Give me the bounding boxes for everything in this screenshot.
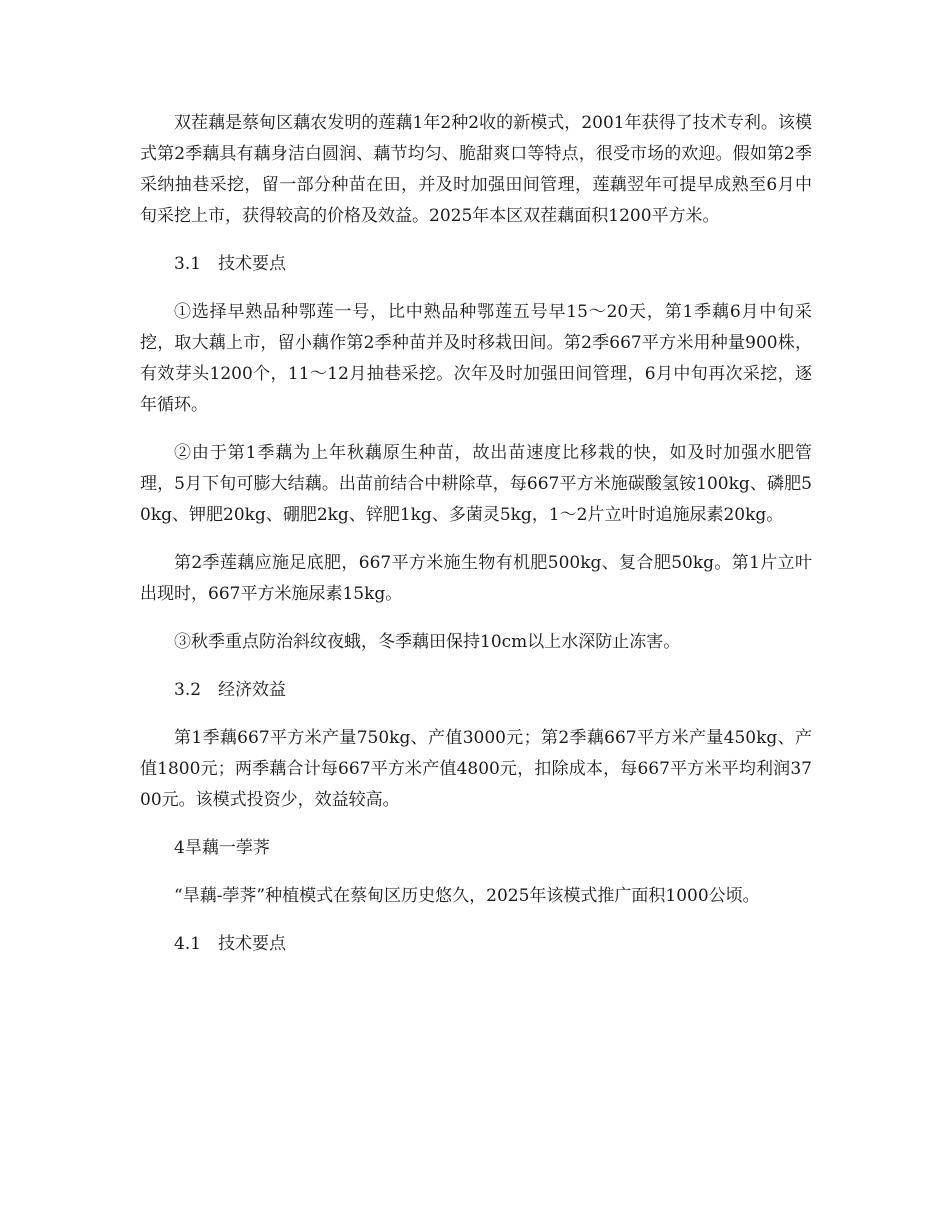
paragraph-second-season-fertilizer: 第2季莲藕应施足底肥，667平方米施生物有机肥500kg、复合肥50kg。第1片立叶出现时，667平方米施尿素15kg。: [140, 553, 812, 604]
paragraph-point-2: ②由于第1季藕为上年秋藕原生种苗，故出苗速度比移栽的快，如及时加强水肥管理，5月下旬可膨大结藕。出苗前结合中耕除草，每667平方米施碳酸氢铵100kg、磷肥50kg、钾肥20kg、硼肥2kg、锌肥1kg、多菌灵5kg，1～2片立叶时追施尿素20kg。: [140, 443, 812, 525]
document-page: [140, 108, 812, 978]
paragraph-economic-benefit: 第1季藕667平方米产量750kg、产值3000元；第2季藕667平方米产量450kg、产值1800元；两季藕合计每667平方米产值4800元，扣除成本，每667平方米平均利润3700元。该模式投资少，效益较高。: [140, 728, 812, 810]
paragraph-intro: 双茬藕是蔡甸区藕农发明的莲藕1年2种2收的新模式，2001年获得了技术专利。该模式第2季藕具有藕身洁白圆润、藕节均匀、脆甜爽口等特点，很受市场的欢迎。假如第2季采纳抽巷采挖，留一部分种苗在田，并及时加强田间管理，莲藕翌年可提早成熟至6月中旬采挖上市，获得较高的价格及效益。2025年本区双茬藕面积1200平方米。: [140, 113, 812, 226]
section-heading-4: 4旱藕一荸荠: [174, 838, 270, 858]
section-heading-3-1: 3.1 技术要点: [174, 254, 287, 274]
paragraph-point-1: ①选择早熟品种鄂莲一号，比中熟品种鄂莲五号早15～20天，第1季藕6月中旬采挖，取大藕上市，留小藕作第2季种苗并及时移栽田间。第2季667平方米用种量900株，有效芽头1200个，11～12月抽巷采挖。次年及时加强田间管理，6月中旬再次采挖，逐年循环。: [140, 302, 812, 415]
paragraph-point-3: ③秋季重点防治斜纹夜蛾，冬季藕田保持10cm以上水深防止冻害。: [174, 632, 681, 652]
section-heading-3-2: 3.2 经济效益: [174, 680, 287, 700]
paragraph-mode-4-intro: “旱藕-荸荠”种植模式在蔡甸区历史悠久，2025年该模式推广面积1000公顷。: [174, 886, 760, 906]
section-heading-4-1: 4.1 技术要点: [174, 934, 287, 954]
